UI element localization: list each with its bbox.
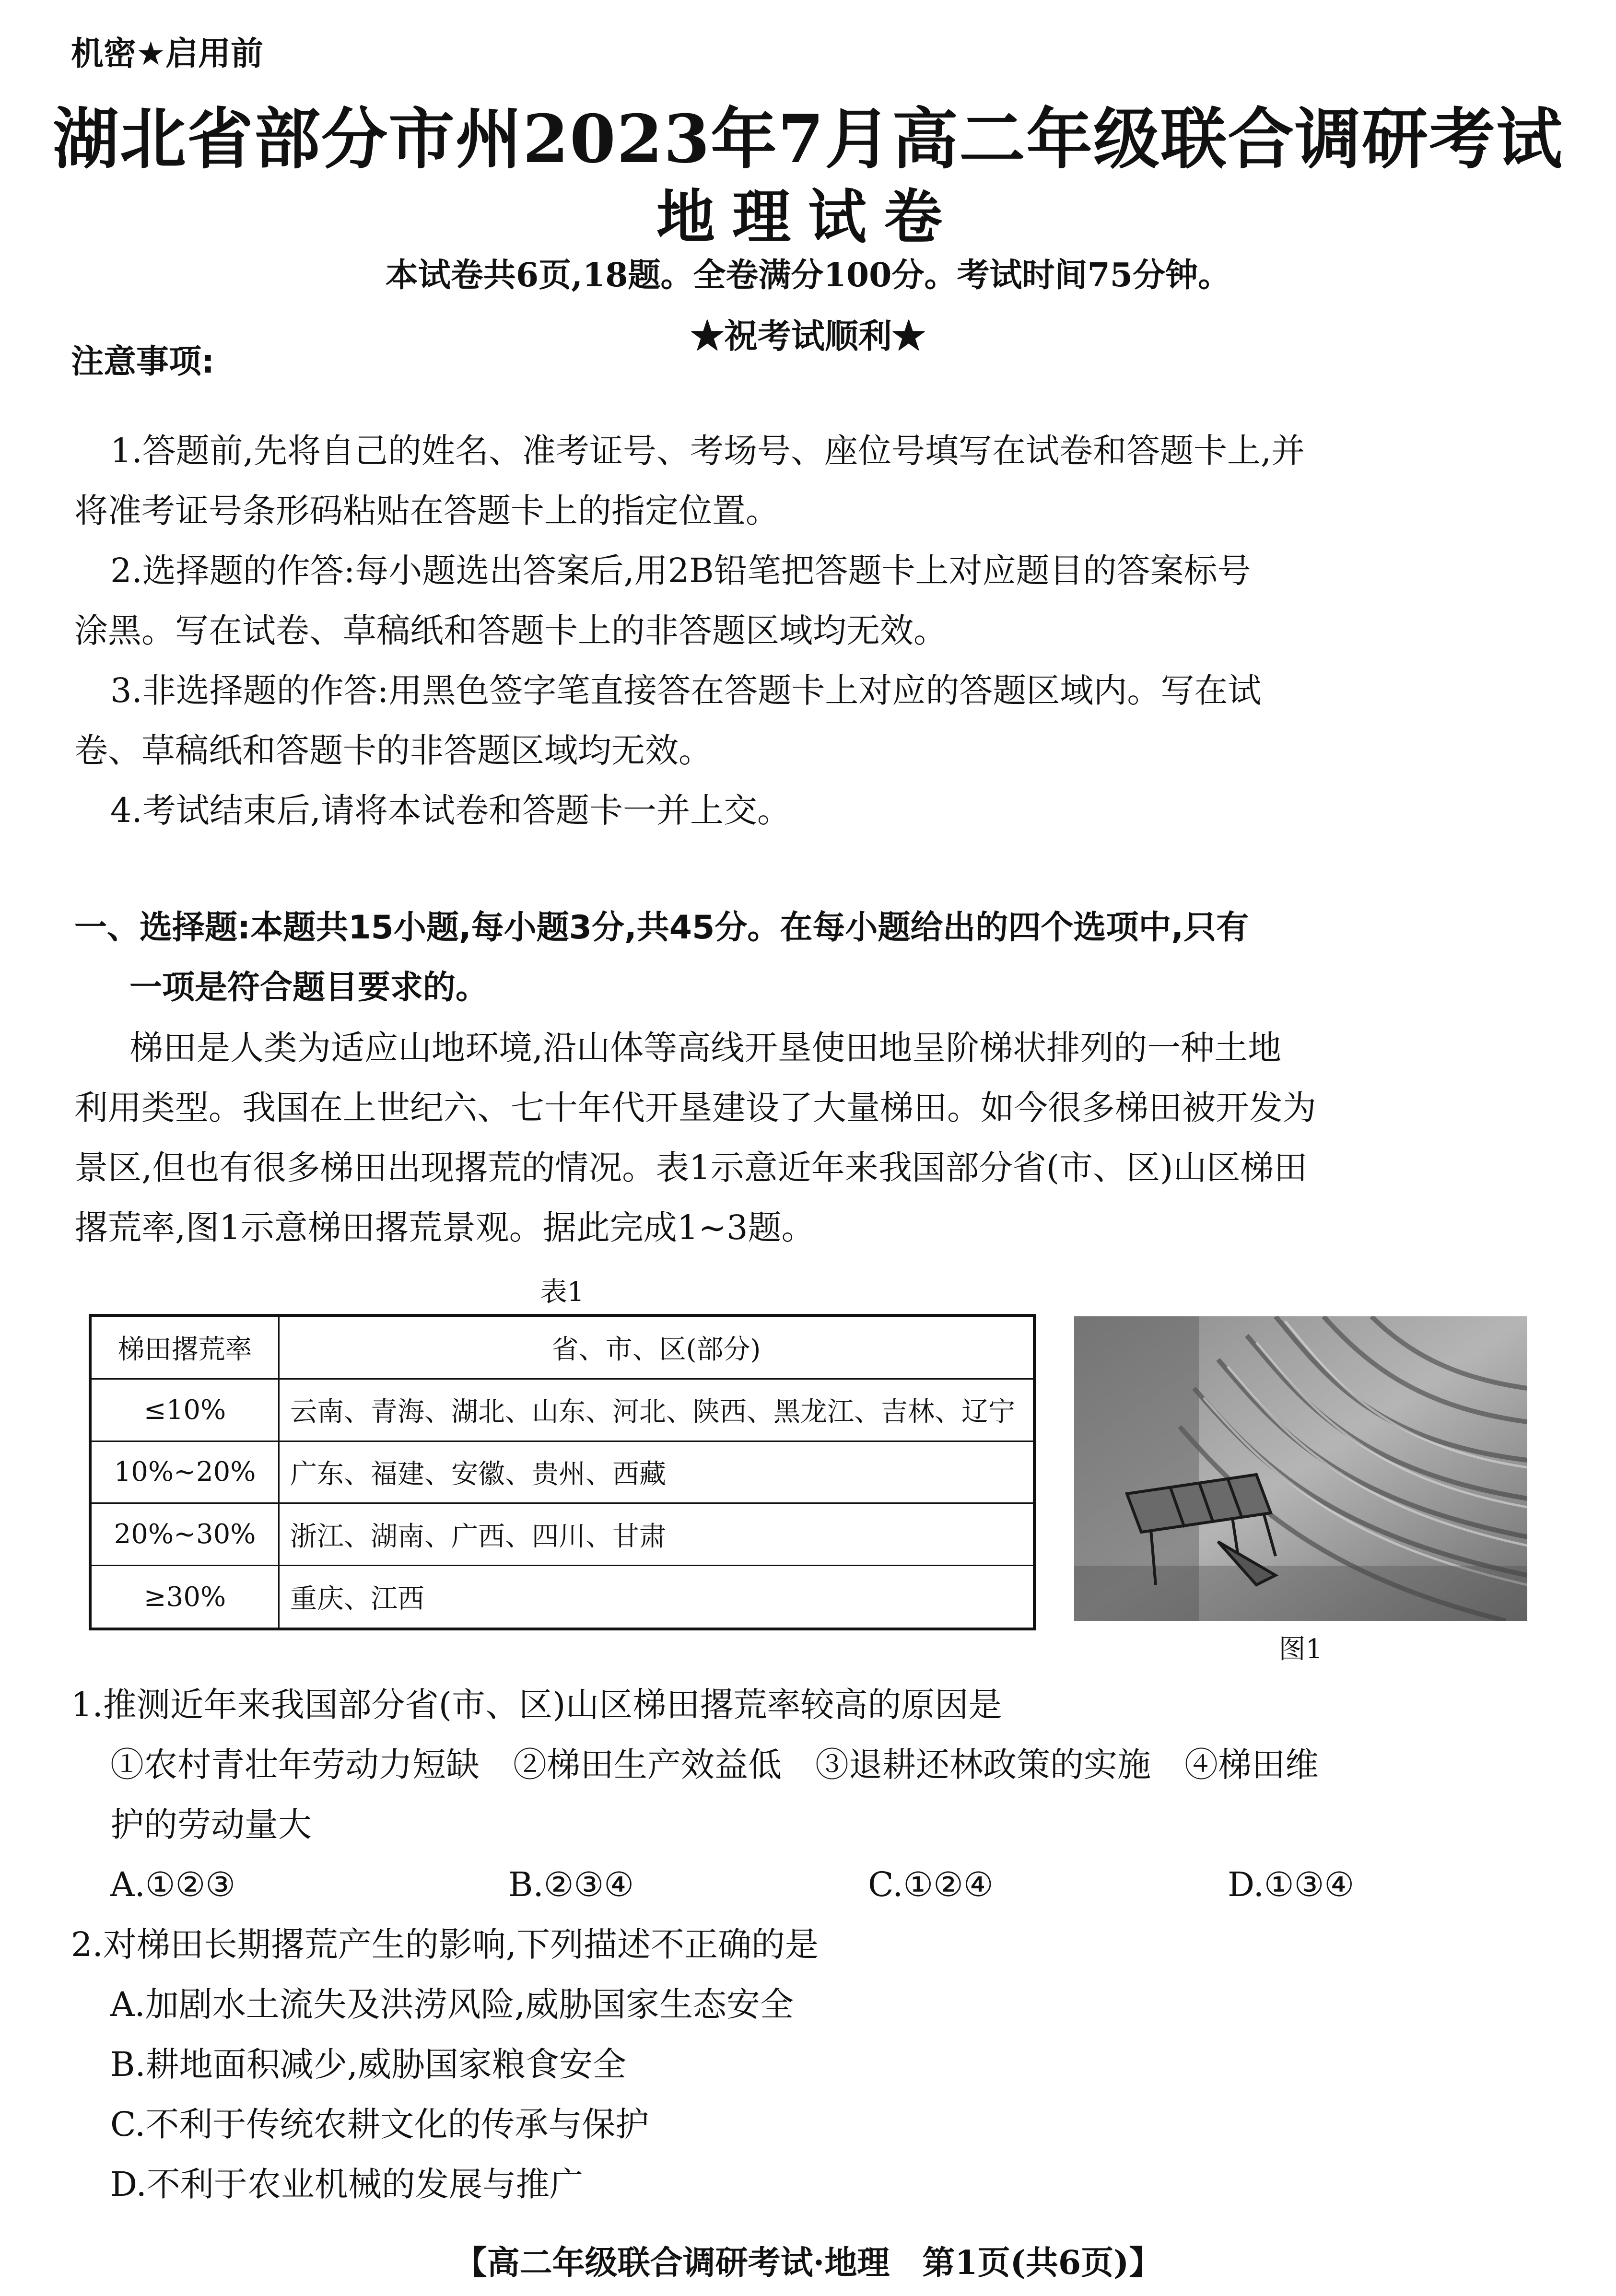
- table-cell: 浙江、湖南、广西、四川、甘肃: [279, 1503, 1035, 1566]
- note-line: 卷、草稿纸和答题卡的非答题区域均无效。: [74, 731, 712, 770]
- note-line: 1.答题前,先将自己的姓名、准考证号、考场号、座位号填写在试卷和答题卡上,并: [110, 431, 1305, 470]
- option-b: B.②③④: [508, 1865, 634, 1904]
- table-cell: 广东、福建、安徽、贵州、西藏: [279, 1441, 1035, 1503]
- exam-title: 湖北省部分市州2023年7月高二年级联合调研考试: [52, 100, 1564, 178]
- exam-info: 本试卷共6页,18题。全卷满分100分。考试时间75分钟。: [385, 256, 1231, 294]
- question-2-option: B.耕地面积减少,威胁国家粮食安全: [110, 2045, 626, 2084]
- passage-line: 利用类型。我国在上世纪六、七十年代开垦建设了大量梯田。如今很多梯田被开发为: [74, 1088, 1316, 1127]
- table-cell: 重庆、江西: [279, 1566, 1035, 1629]
- table-cell: ≤10%: [90, 1379, 279, 1441]
- note-line: 4.考试结束后,请将本试卷和答题卡一并上交。: [110, 791, 791, 830]
- table-header: 梯田撂荒率: [90, 1315, 279, 1379]
- table-row: [90, 1441, 1034, 1503]
- table-header-row: [90, 1315, 1034, 1379]
- notes-heading: 注意事项:: [71, 343, 215, 381]
- question-2-stem: 2.对梯田长期撂荒产生的影响,下列描述不正确的是: [71, 1925, 819, 1964]
- option-d: D.①③④: [1228, 1865, 1355, 1904]
- table-cell: 云南、青海、湖北、山东、河北、陕西、黑龙江、吉林、辽宁: [279, 1379, 1035, 1441]
- question-1-items-cont: 护的劳动量大: [110, 1805, 312, 1844]
- option-a: A.①②③: [110, 1865, 236, 1904]
- page-footer: 【高二年级联合调研考试·地理 第1页(共6页)】: [454, 2244, 1162, 2282]
- question-2-option: C.不利于传统农耕文化的传承与保护: [110, 2105, 649, 2144]
- table-cell: ≥30%: [90, 1566, 279, 1629]
- exam-subtitle: 地理试卷: [656, 182, 960, 251]
- table-header: 省、市、区(部分): [279, 1315, 1035, 1379]
- note-line: 2.选择题的作答:每小题选出答案后,用2B铅笔把答题卡上对应题目的答案标号: [110, 551, 1251, 590]
- section-heading: 一、选择题:本题共15小题,每小题3分,共45分。在每小题给出的四个选项中,只有: [74, 909, 1249, 947]
- table-cell: 20%~30%: [90, 1503, 279, 1566]
- table-row: [90, 1503, 1034, 1566]
- note-line: 将准考证号条形码粘贴在答题卡上的指定位置。: [74, 491, 779, 530]
- question-2-option: D.不利于农业机械的发展与推广: [110, 2165, 583, 2204]
- abandonment-rate-table: [89, 1314, 1036, 1630]
- note-line: 涂黑。写在试卷、草稿纸和答题卡上的非答题区域均无效。: [74, 611, 947, 650]
- good-luck-line: ★祝考试顺利★: [691, 316, 925, 356]
- option-c: C.①②④: [868, 1865, 994, 1904]
- passage-line: 梯田是人类为适应山地环境,沿山体等高线开垦使田地呈阶梯状排列的一种土地: [129, 1028, 1282, 1067]
- table-caption: 表1: [540, 1277, 585, 1308]
- figure-caption: 图1: [1278, 1634, 1323, 1665]
- passage-line: 景区,但也有很多梯田出现撂荒的情况。表1示意近年来我国部分省(市、区)山区梯田: [74, 1148, 1308, 1187]
- question-1-items: ①农村青壮年劳动力短缺 ②梯田生产效益低 ③退耕还林政策的实施 ④梯田维: [110, 1745, 1319, 1784]
- section-heading-cont: 一项是符合题目要求的。: [129, 969, 489, 1007]
- note-line: 3.非选择题的作答:用黑色签字笔直接答在答题卡上对应的答题区域内。写在试: [110, 671, 1262, 710]
- question-2-option: A.加剧水土流失及洪涝风险,威胁国家生态安全: [110, 1985, 794, 2024]
- table-row: [90, 1379, 1034, 1441]
- terrace-photo: [1074, 1316, 1527, 1621]
- table-cell: 10%~20%: [90, 1441, 279, 1503]
- confidential-label: 机密★启用前: [71, 35, 263, 73]
- passage-line: 撂荒率,图1示意梯田撂荒景观。据此完成1~3题。: [74, 1208, 815, 1247]
- table-row: [90, 1566, 1034, 1629]
- question-1-stem: 1.推测近年来我国部分省(市、区)山区梯田撂荒率较高的原因是: [71, 1685, 1002, 1724]
